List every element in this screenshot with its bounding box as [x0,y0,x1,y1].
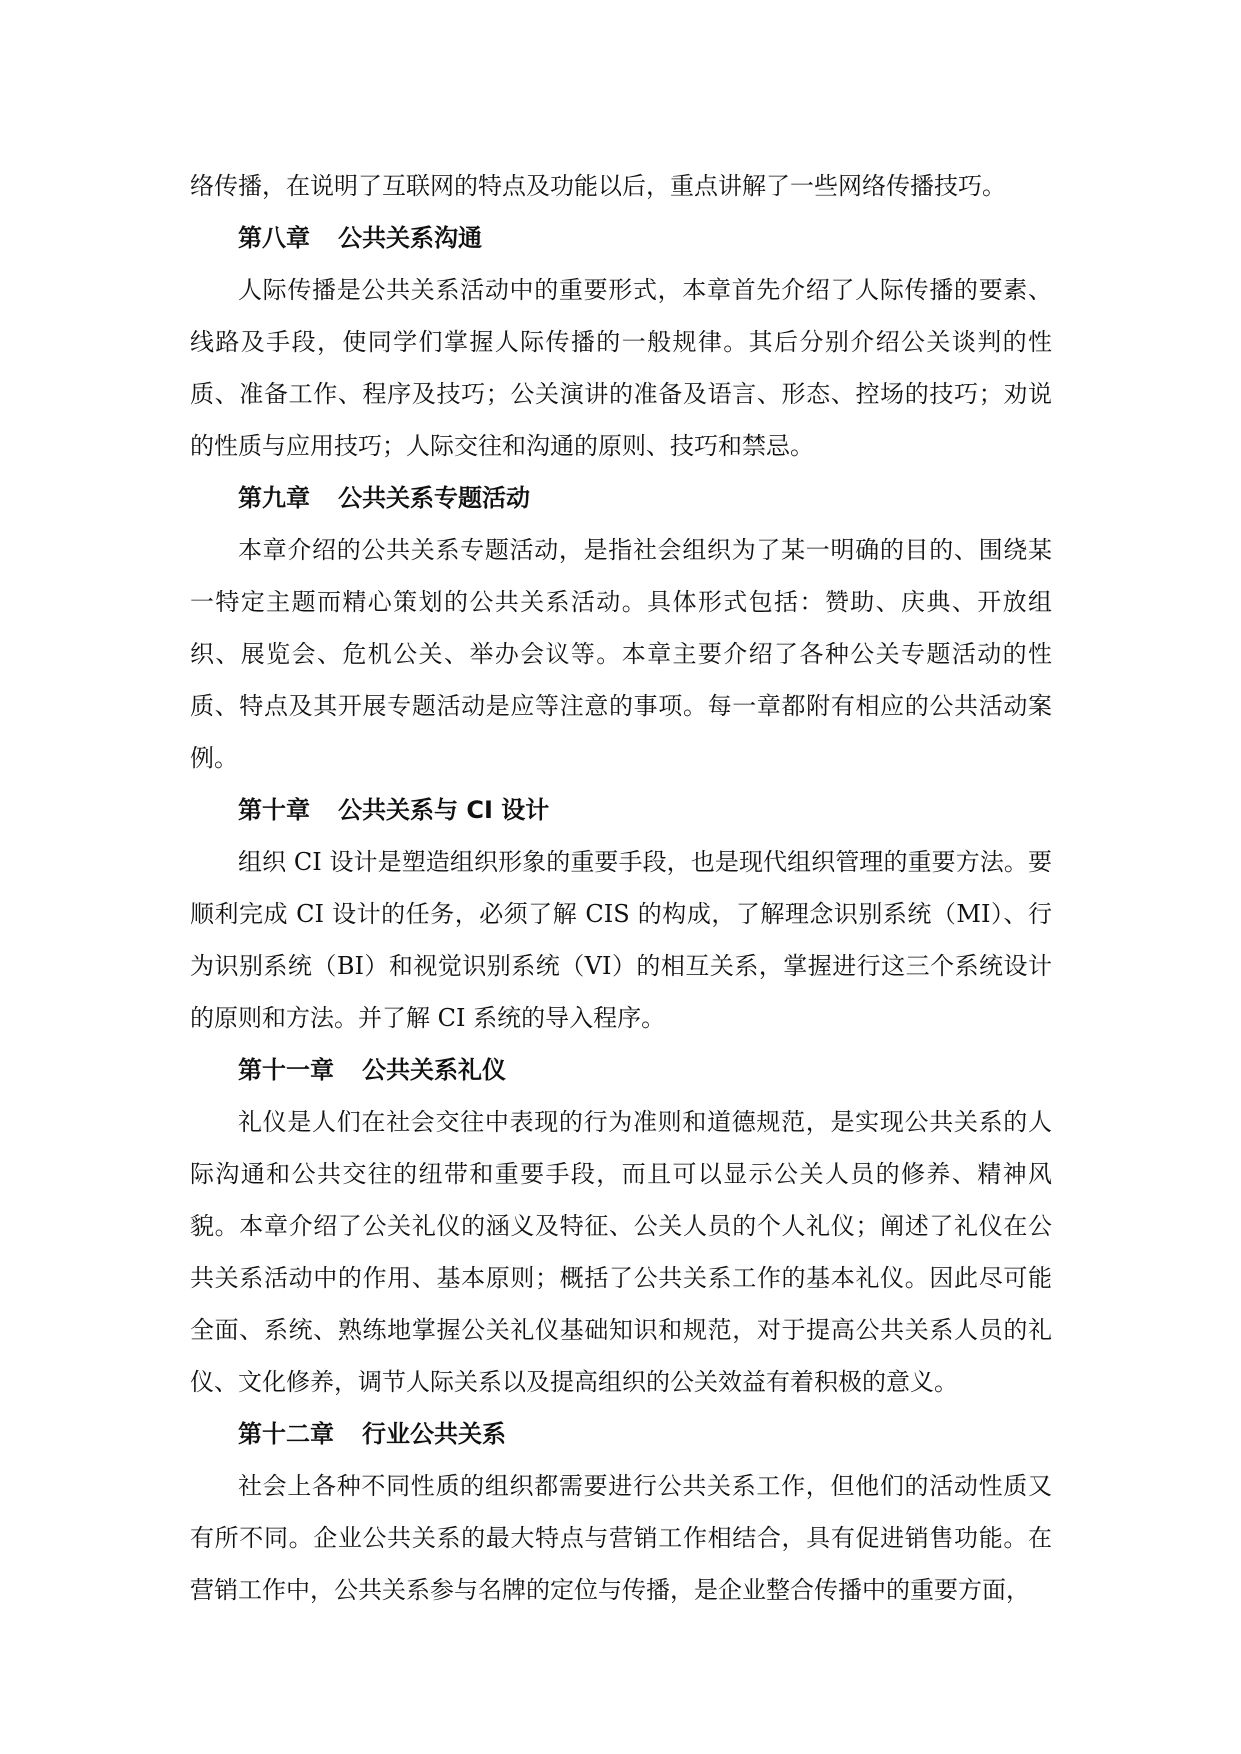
chapter-8-paragraph: 人际传播是公共关系活动中的重要形式，本章首先介绍了人际传播的要素、线路及手段，使同学们掌握人际传播的一般规律。其后分别介绍公关谈判的性质、准备工作、程序及技巧；公关演讲的准备及语言、形态、控场的技巧；劝说的性质与应用技巧；人际交往和沟通的原则、技巧和禁忌。 [190,276,1052,460]
chapter-heading-9 [190,472,1052,524]
chapter-heading-11 [190,1044,1052,1096]
chapter-11-paragraph: 礼仪是人们在社会交往中表现的行为准则和道德规范，是实现公共关系的人际沟通和公共交往的纽带和重要手段，而且可以显示公关人员的修养、精神风貌。本章介绍了公关礼仪的涵义及特征、公关人员的个人礼仪；阐述了礼仪在公共关系活动中的作用、基本原则；概括了公共关系工作的基本礼仪。因此尽可能全面、系统、熟练地掌握公关礼仪基础知识和规范，对于提高公共关系人员的礼仪、文化修养，调节人际关系以及提高组织的公关效益有着积极的意义。 [190,1108,1052,1396]
chapter-heading-8 [190,212,1052,264]
chapter-9-paragraph: 本章介绍的公共关系专题活动，是指社会组织为了某一明确的目的、围绕某一特定主题而精心策划的公共关系活动。具体形式包括：赞助、庆典、开放组织、展览会、危机公关、举办会议等。本章主要介绍了各种公关专题活动的性质、特点及其开展专题活动是应等注意的事项。每一章都附有相应的公共活动案例。 [190,536,1052,772]
chapter-number: 第九章 [238,484,310,512]
chapter-heading-12 [190,1408,1052,1460]
chapter-number: 第十一章 [238,1056,334,1084]
chapter-number: 第八章 [238,224,310,252]
chapter-title: 公共关系专题活动 [338,484,530,512]
chapter-title: 公共关系与 CI 设计 [338,796,550,824]
chapter-title: 公共关系礼仪 [362,1056,506,1084]
chapter-heading-10 [190,784,1052,836]
chapter-number: 第十二章 [238,1420,334,1448]
chapter-12-paragraph: 社会上各种不同性质的组织都需要进行公共关系工作，但他们的活动性质又有所不同。企业公共关系的最大特点与营销工作相结合，具有促进销售功能。在营销工作中，公共关系参与名牌的定位与传播，是企业整合传播中的重要方面， [190,1472,1052,1604]
chapter-title: 公共关系沟通 [338,224,482,252]
paragraph-continuation: 络传播，在说明了互联网的特点及功能以后，重点讲解了一些网络传播技巧。 [190,172,1006,200]
chapter-title: 行业公共关系 [362,1420,506,1448]
chapter-number: 第十章 [238,796,310,824]
document-page [190,160,1052,1616]
chapter-10-paragraph: 组织 CI 设计是塑造组织形象的重要手段，也是现代组织管理的重要方法。要顺利完成 CI 设计的任务，必须了解 CIS 的构成，了解理念识别系统（MI）、行为识别系统（BI）和视觉识别系统（VI）的相互关系，掌握进行这三个系统设计的原则和方法。并了解 CI 系统的导入程序。 [190,848,1052,1032]
